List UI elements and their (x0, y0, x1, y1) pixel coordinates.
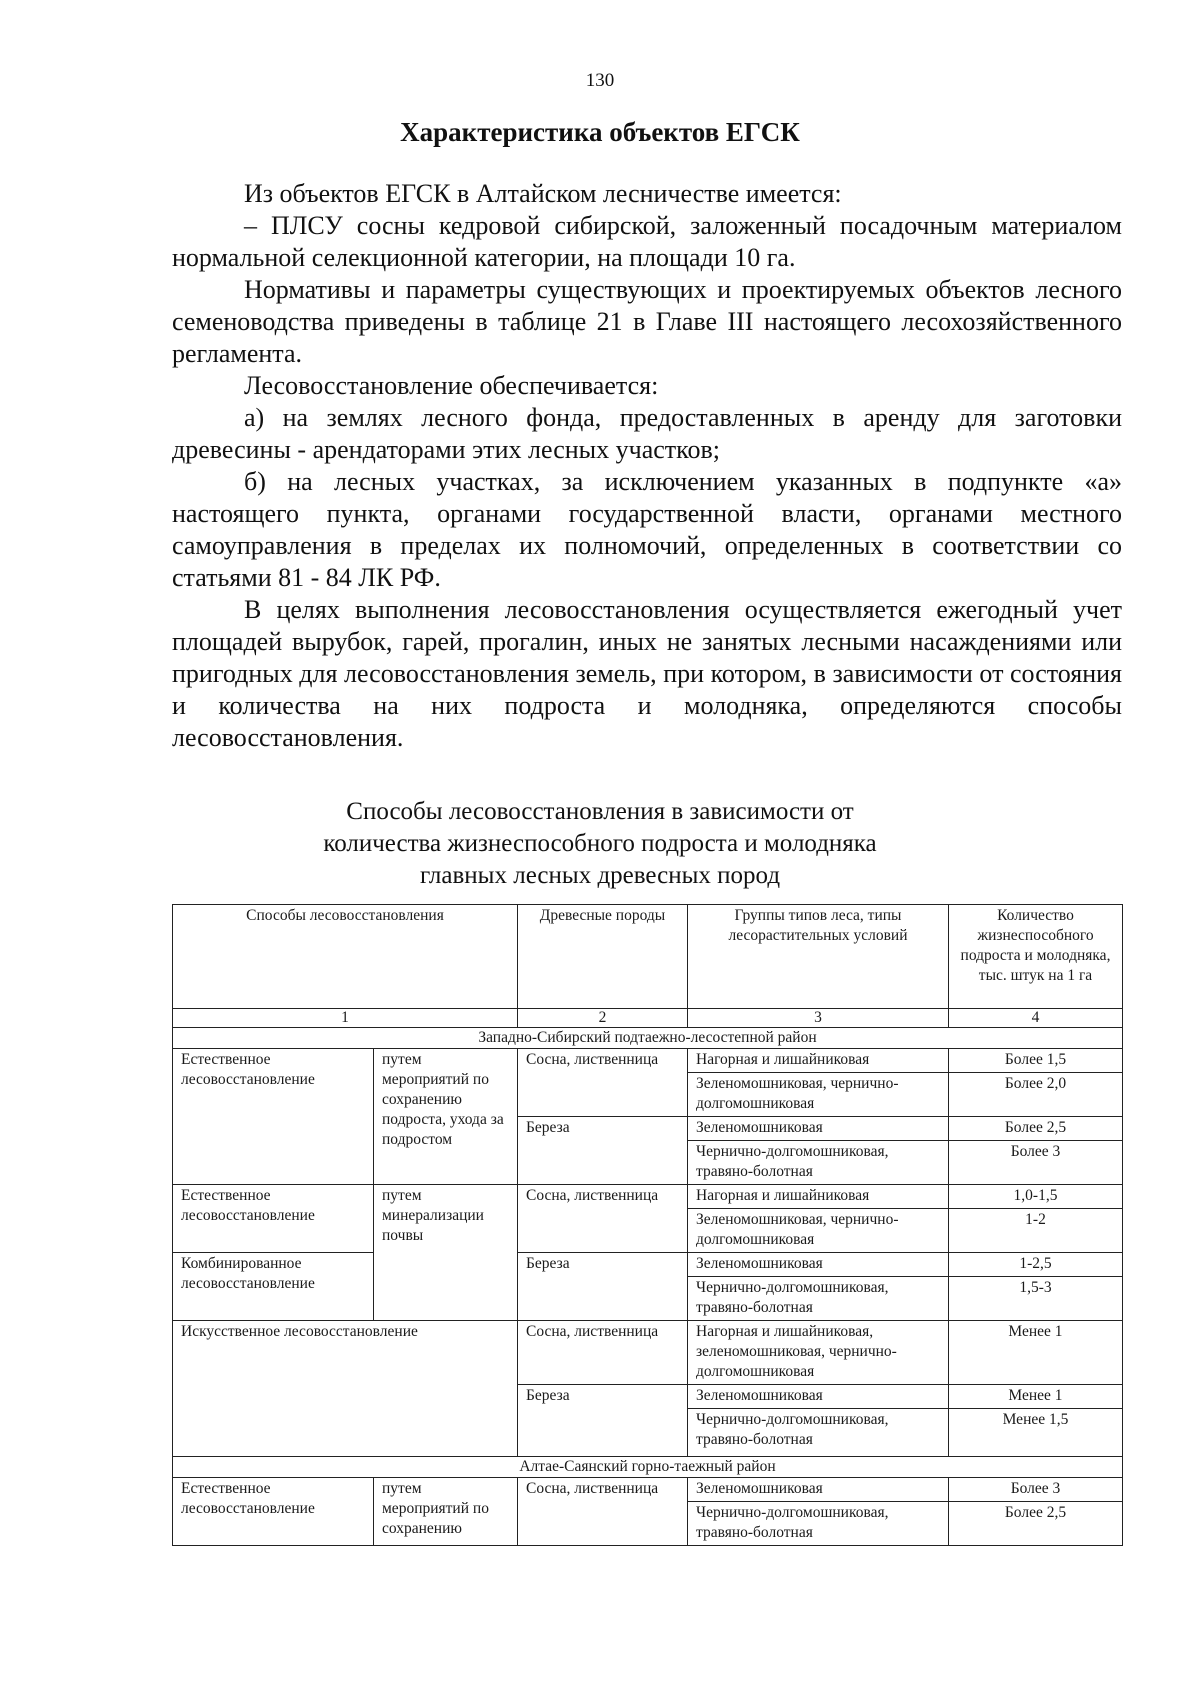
column-number: 1 (173, 1009, 518, 1028)
forest-type-cell: Зеленомошниковая (688, 1117, 949, 1141)
species-cell: Сосна, лиственница (518, 1185, 688, 1253)
forest-type-cell: Чернично-долгомошниковая, травяно-болотная (688, 1502, 949, 1546)
forest-type-cell: Зеленомошниковая, чернично-долгомошниковая (688, 1209, 949, 1253)
table-row (173, 1321, 1123, 1385)
table-row (173, 1049, 1123, 1073)
paragraph: Лесовосстановление обеспечивается: (244, 371, 659, 400)
quantity-cell: Более 3 (949, 1478, 1123, 1502)
header-quantity: Количество жизнеспособного подроста и молодняка, тыс. штук на 1 га (949, 905, 1123, 1009)
section-heading: Характеристика объектов ЕГСК (400, 117, 800, 147)
quantity-cell: Более 3 (949, 1141, 1123, 1185)
column-number: 3 (688, 1009, 949, 1028)
table-header-row (173, 905, 1123, 1009)
way-cell: путем мероприятий по сохранению подроста, ухода за подростом (374, 1049, 518, 1185)
quantity-cell: 1,0-1,5 (949, 1185, 1123, 1209)
forest-type-cell: Чернично-долгомошниковая, травяно-болотная (688, 1141, 949, 1185)
paragraph: Нормативы и параметры существующих и проектируемых объектов лесного семеноводства приведены в таблице 21 в Главе III настоящего лесохозяйственного регламента. (172, 275, 1122, 368)
table-title-line: Способы лесовосстановления в зависимости от (346, 798, 854, 825)
quantity-cell: 1-2,5 (949, 1253, 1123, 1277)
quantity-cell: Менее 1,5 (949, 1409, 1123, 1457)
species-cell: Сосна, лиственница (518, 1321, 688, 1385)
table-title (0, 796, 1200, 892)
method-cell: Естественное лесовосстановление (173, 1185, 374, 1253)
method-cell: Естественное лесовосстановление (173, 1478, 374, 1546)
quantity-cell: Более 2,0 (949, 1073, 1123, 1117)
forest-type-cell: Зеленомошниковая (688, 1253, 949, 1277)
table-title-line: количества жизнеспособного подроста и молодняка (323, 830, 877, 857)
species-cell: Береза (518, 1385, 688, 1457)
quantity-cell: Более 2,5 (949, 1502, 1123, 1546)
forest-type-cell: Зеленомошниковая (688, 1478, 949, 1502)
quantity-cell: Более 2,5 (949, 1117, 1123, 1141)
forest-type-cell: Нагорная и лишайниковая (688, 1049, 949, 1073)
paragraph: б) на лесных участках, за исключением указанных в подпункте «а» настоящего пункта, органами государственной власти, органами местного самоуправления в пределах их полномочий, определенных в соответствии со статьями 81 - 84 ЛК РФ. (172, 467, 1122, 592)
quantity-cell: Менее 1 (949, 1321, 1123, 1385)
species-cell: Сосна, лиственница (518, 1049, 688, 1117)
region-row (173, 1457, 1123, 1478)
table-row (173, 1185, 1123, 1209)
method-cell: Естественное лесовосстановление (173, 1049, 374, 1185)
region-west-siberian: Западно-Сибирский подтаежно-лесостепной район (173, 1028, 1123, 1049)
forest-type-cell: Чернично-долгомошниковая, травяно-болотная (688, 1277, 949, 1321)
quantity-cell: Менее 1 (949, 1385, 1123, 1409)
header-forest-types: Группы типов леса, типы лесорастительных условий (688, 905, 949, 1009)
paragraph: – ПЛСУ сосны кедровой сибирской, заложенный посадочным материалом нормальной селекционной категории, на площади 10 га. (172, 211, 1122, 272)
column-number: 2 (518, 1009, 688, 1028)
way-cell: путем минерализации почвы (374, 1185, 518, 1321)
species-cell: Береза (518, 1253, 688, 1321)
forest-type-cell: Зеленомошниковая, чернично-долгомошниковая (688, 1073, 949, 1117)
forest-type-cell: Чернично-долгомошниковая, травяно-болотная (688, 1409, 949, 1457)
quantity-cell: 1-2 (949, 1209, 1123, 1253)
table-row (173, 1478, 1123, 1502)
column-number: 4 (949, 1009, 1123, 1028)
forest-type-cell: Зеленомошниковая (688, 1385, 949, 1409)
region-row (173, 1028, 1123, 1049)
page-number: 130 (585, 70, 615, 91)
forest-type-cell: Нагорная и лишайниковая (688, 1185, 949, 1209)
forest-type-cell: Нагорная и лишайниковая, зеленомошниковая, чернично-долгомошниковая (688, 1321, 949, 1385)
paragraph: Из объектов ЕГСК в Алтайском лесничестве имеется: (244, 179, 842, 208)
quantity-cell: 1,5-3 (949, 1277, 1123, 1321)
paragraph: а) на землях лесного фонда, предоставленных в аренду для заготовки древесины - арендаторами этих лесных участков; (172, 403, 1122, 464)
paragraph: В целях выполнения лесовосстановления осуществляется ежегодный учет площадей вырубок, гарей, прогалин, иных не занятых лесными насаждениями или пригодных для лесовосстановления земель, при котором, в зависимости от состояния и количества на них подроста и молодняка, определяются способы лесовосстановления. (172, 595, 1122, 752)
header-methods: Способы лесовосстановления (173, 905, 518, 1009)
region-altai-sayan: Алтае-Саянский горно-таежный район (173, 1457, 1123, 1478)
way-cell: путем мероприятий по сохранению (374, 1478, 518, 1546)
body-text (172, 178, 1122, 754)
method-cell: Комбинированное лесовосстановление (173, 1253, 374, 1321)
quantity-cell: Более 1,5 (949, 1049, 1123, 1073)
method-cell: Искусственное лесовосстановление (173, 1321, 518, 1457)
reforestation-methods-table (172, 904, 1123, 1546)
table-title-line: главных лесных древесных пород (419, 862, 781, 889)
species-cell: Береза (518, 1117, 688, 1185)
species-cell: Сосна, лиственница (518, 1478, 688, 1546)
column-number-row (173, 1009, 1123, 1028)
header-species: Древесные породы (518, 905, 688, 1009)
table-row (173, 1253, 1123, 1277)
